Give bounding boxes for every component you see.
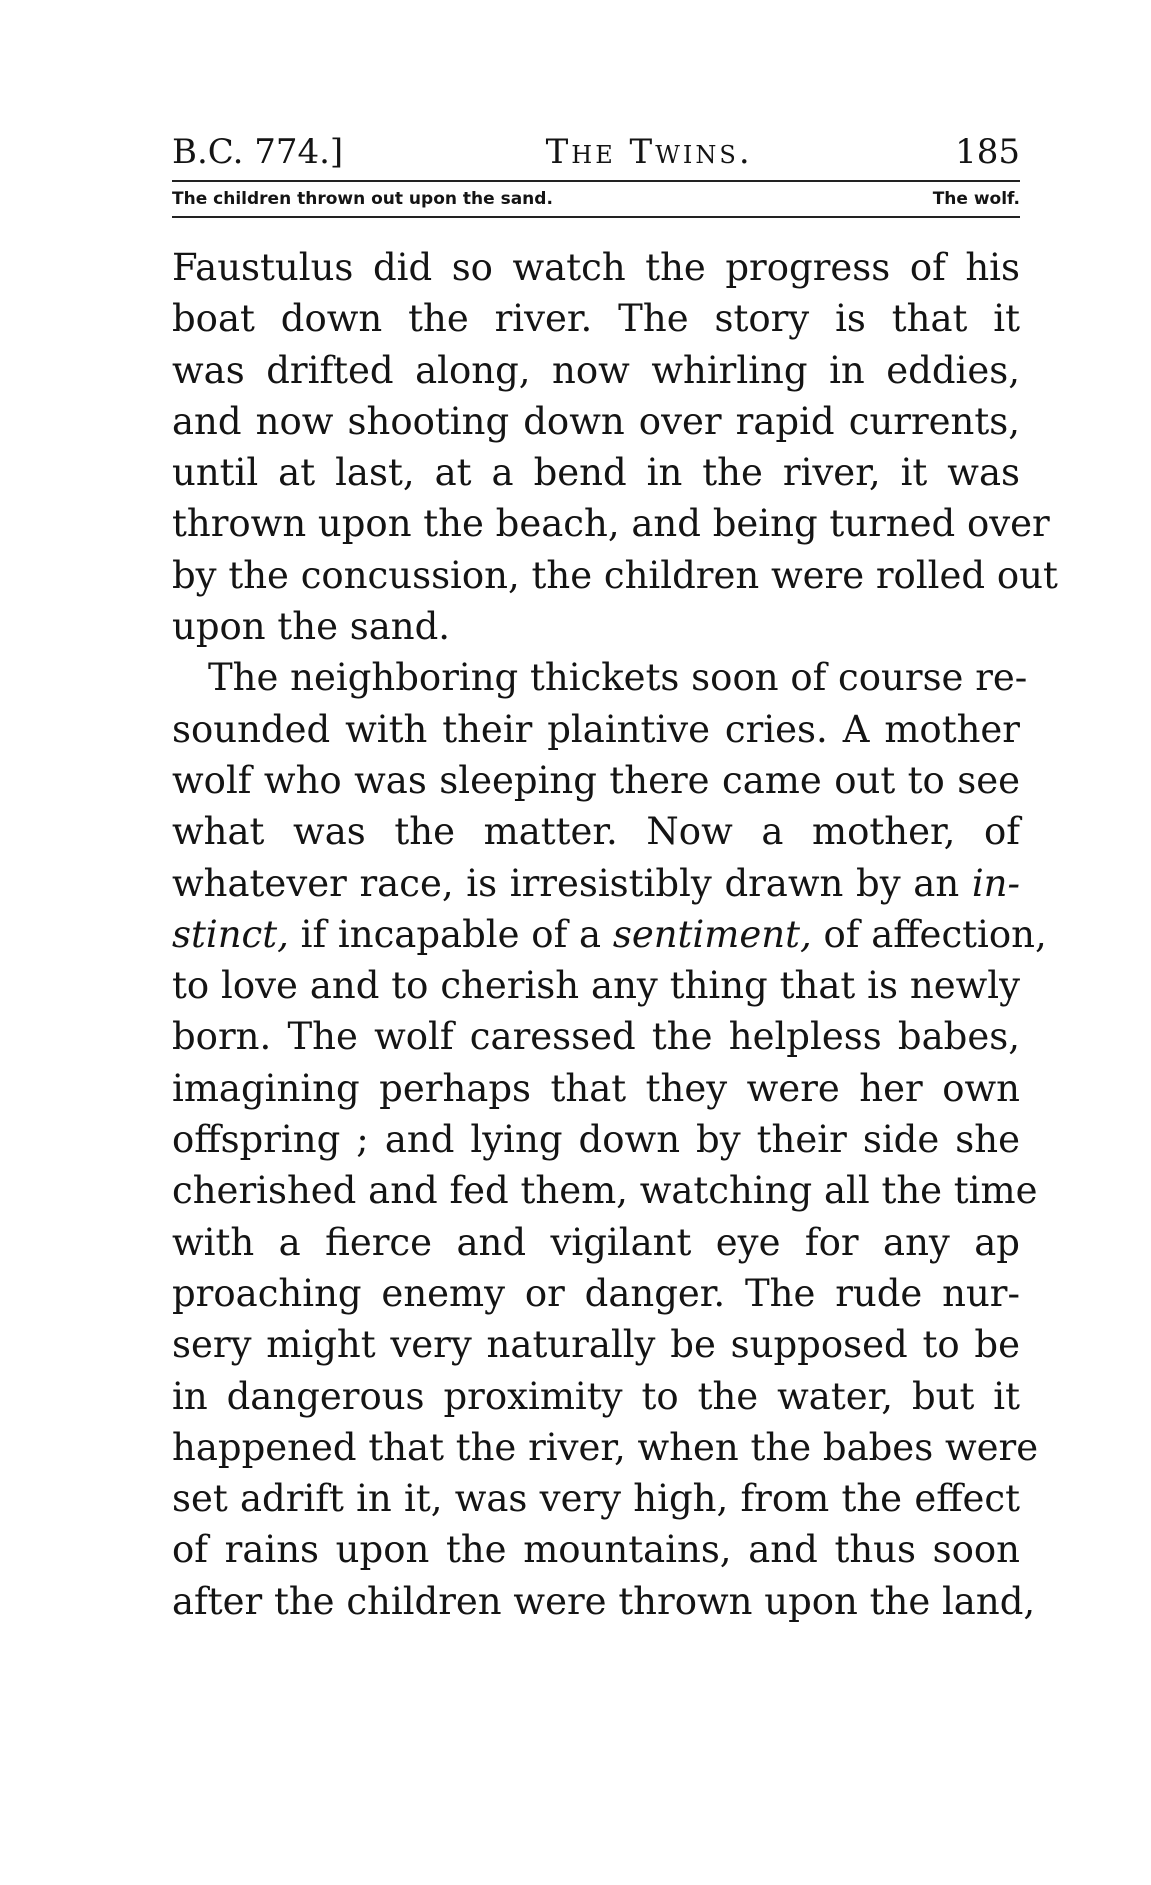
text-run: of affection,	[811, 912, 1047, 956]
text-line: thrown upon the beach, and being turned over	[172, 502, 1050, 546]
header-title: The Twins.	[545, 132, 753, 172]
text-line: to love and to cherish any thing that is newly	[172, 964, 1020, 1008]
text-line: upon the sand.	[172, 605, 451, 649]
text-line: imagining perhaps that they were her own	[172, 1066, 1020, 1110]
text-line: The neighboring thickets soon of course re-	[208, 656, 1028, 700]
text-line: in dangerous proximity to the water, but it	[172, 1374, 1020, 1418]
text-line: wolf who was sleeping there came out to see	[172, 758, 1020, 802]
text-line-mixed	[172, 909, 1047, 960]
header-rule-bottom	[172, 216, 1020, 218]
text-line: set adrift in it, was very high, from the effect	[172, 1477, 1020, 1521]
shoulder-note-right: The wolf.	[932, 189, 1020, 209]
text-line: cherished and fed them, watching all the time	[172, 1169, 1038, 1213]
italic-run: in-	[971, 861, 1020, 905]
page-number: 185	[955, 132, 1020, 172]
header-date: B.C. 774.]	[172, 132, 344, 172]
italic-run: sentiment,	[612, 912, 812, 956]
shoulder-note-left: The children thrown out upon the sand.	[172, 189, 553, 209]
book-page	[172, 130, 1058, 1627]
text-line: by the concussion, the children were rolled out	[172, 553, 1058, 597]
text-line: happened that the river, when the babes were	[172, 1425, 1039, 1469]
text-run: whatever race, is irresistibly drawn by an	[172, 861, 972, 905]
running-head	[172, 130, 1020, 180]
italic-run: stinct,	[172, 912, 289, 956]
text-line: was drifted along, now whirling in eddies,	[172, 348, 1020, 392]
text-line: boat down the river. The story is that it	[172, 297, 1020, 341]
text-line: after the children were thrown upon the land,	[172, 1579, 1036, 1623]
text-line: with a fierce and vigilant eye for any ap	[172, 1220, 1020, 1264]
text-line: offspring ; and lying down by their side she	[172, 1118, 1020, 1162]
text-line: until at last, at a bend in the river, it was	[172, 451, 1020, 495]
body-text	[172, 242, 1058, 1627]
shoulder-notes	[172, 182, 1020, 216]
text-line: sery might very naturally be supposed to be	[172, 1323, 1020, 1367]
text-line: proaching enemy or danger. The rude nur-	[172, 1271, 1020, 1315]
text-run: if incapable of a	[288, 912, 613, 956]
text-line: sounded with their plaintive cries. A mother	[172, 707, 1020, 751]
text-line: what was the matter. Now a mother, of	[172, 810, 1020, 854]
text-line: Faustulus did so watch the progress of his	[172, 246, 1020, 289]
text-line: of rains upon the mountains, and thus soon	[172, 1528, 1020, 1572]
text-line: born. The wolf caressed the helpless babes,	[172, 1015, 1020, 1059]
text-line-mixed	[172, 858, 1020, 909]
text-line: and now shooting down over rapid currents,	[172, 399, 1020, 443]
